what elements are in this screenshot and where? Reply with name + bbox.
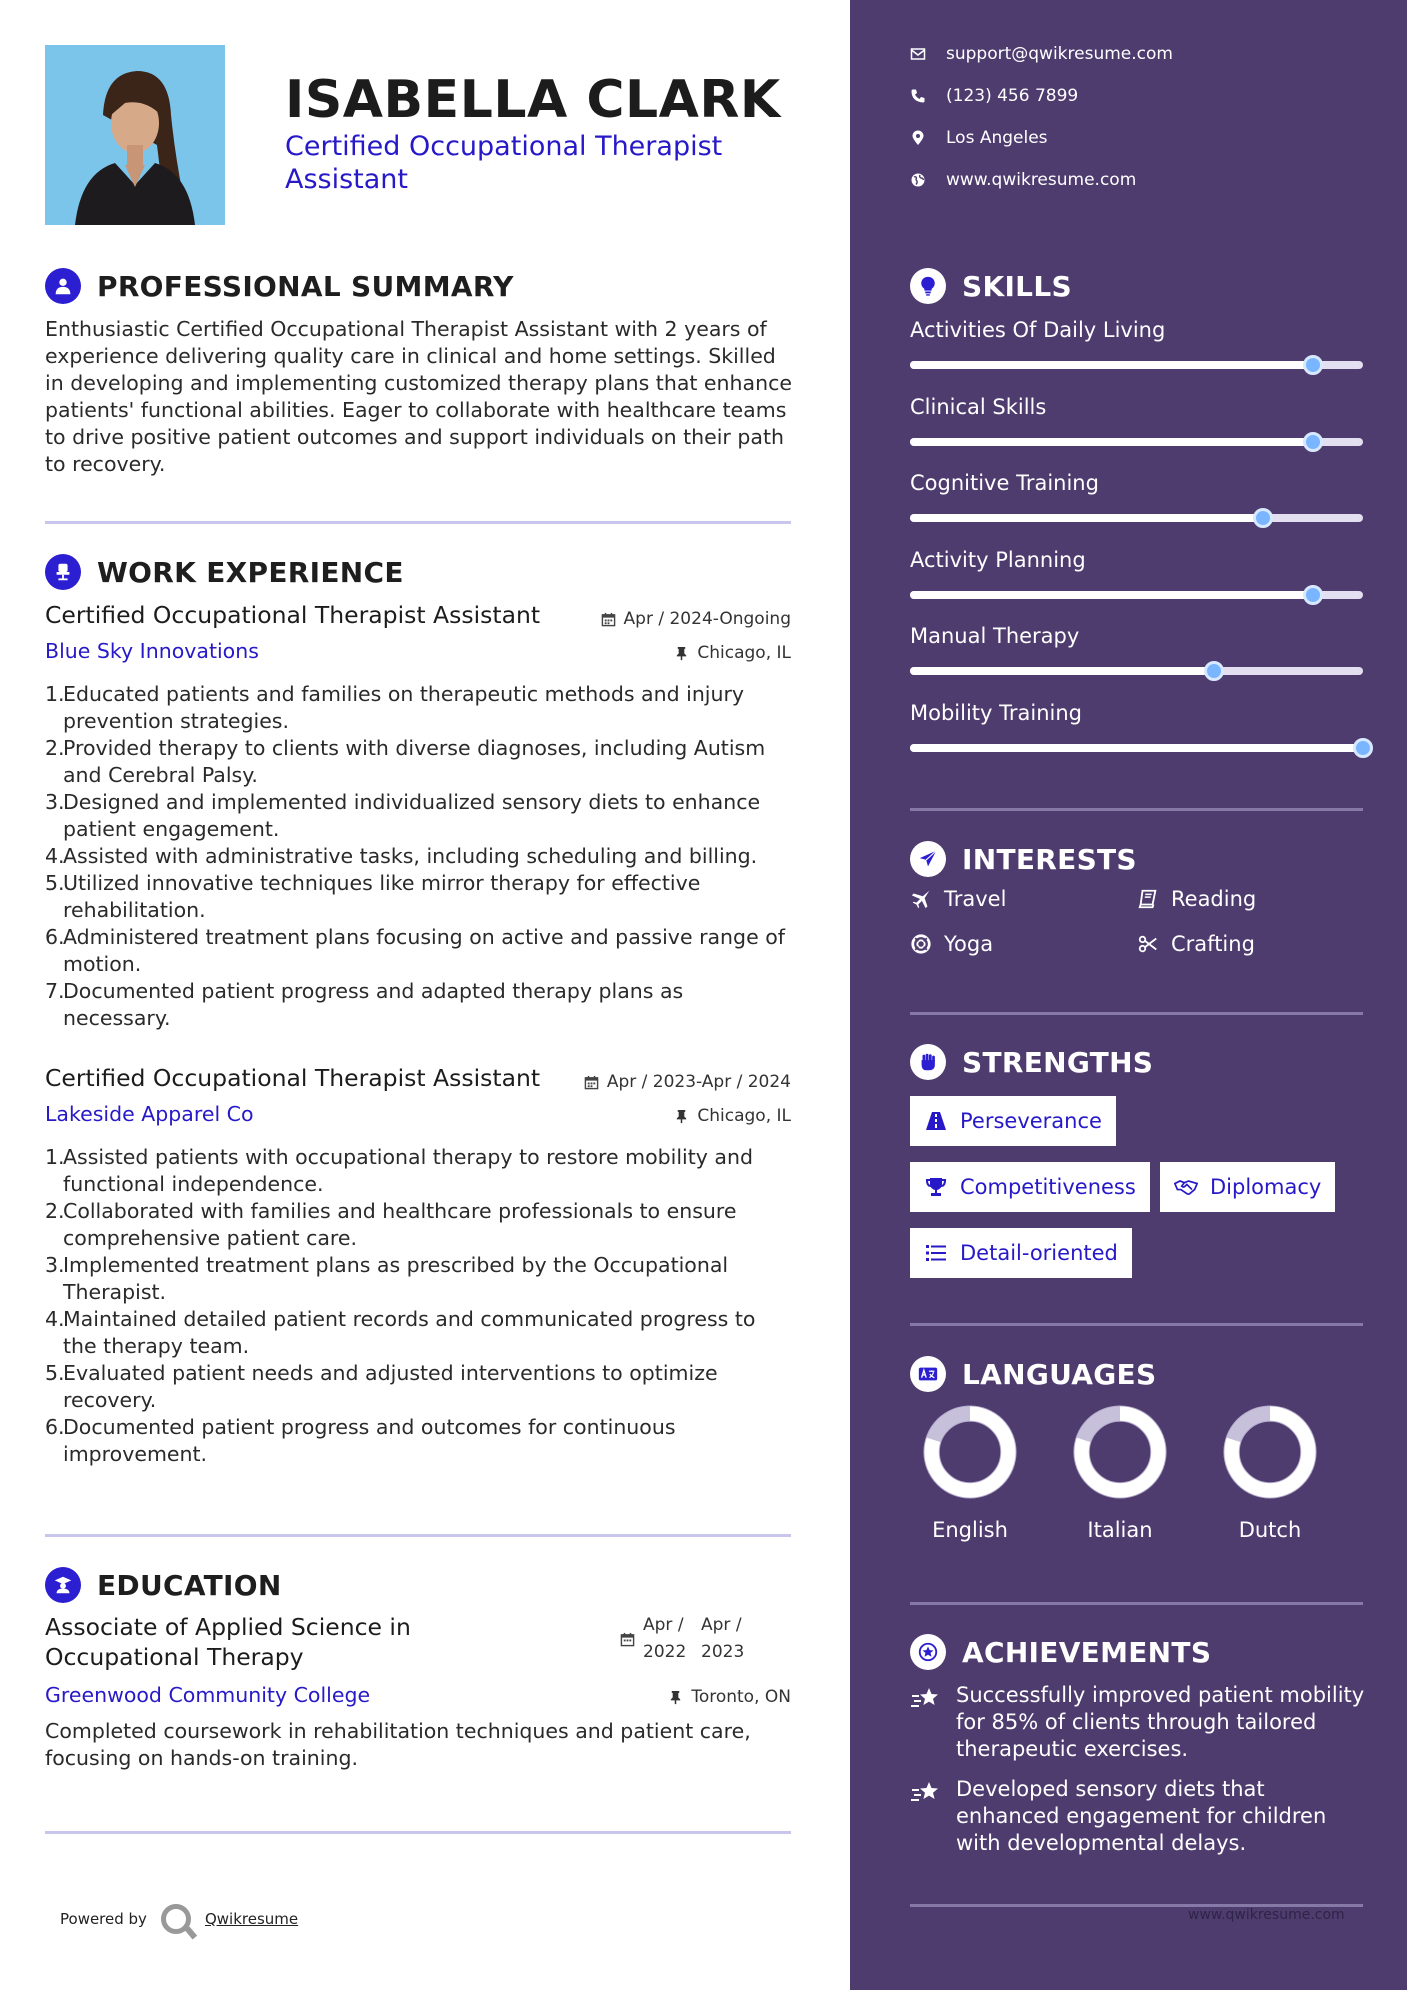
language-name: Italian (1087, 1518, 1153, 1542)
footer-website: www.qwikresume.com (1188, 1907, 1345, 1923)
candidate-role: Certified Occupational Therapist Assistant (285, 131, 723, 195)
job-date (601, 609, 791, 629)
profile-photo-illustration (45, 45, 225, 225)
calendar-icon (601, 612, 616, 627)
strengths-title: STRENGTHS (962, 1045, 1154, 1079)
interest-reading (1137, 887, 1256, 911)
candidate-name: ISABELLA CLARK (285, 70, 781, 130)
interest-yoga (910, 932, 993, 956)
interest-label: Travel (944, 887, 1007, 911)
list-item: 3. Implemented treatment plans as prescribed by the Occupational Therapist. (45, 1253, 729, 1304)
shooting-star-icon (910, 1778, 940, 1808)
fist-icon (910, 1044, 946, 1080)
shooting-star-icon (910, 1684, 940, 1714)
globe-icon (910, 172, 926, 188)
skill-bar (910, 667, 1363, 675)
skill-label: Activity Planning (910, 547, 1086, 572)
envelope-icon (910, 46, 926, 62)
list-item: 1. Assisted patients with occupational therapy to restore mobility and functional independence. (45, 1145, 754, 1196)
section-divider (45, 1831, 791, 1834)
location-text: Los Angeles (946, 128, 1048, 148)
job-location-text: Chicago, IL (697, 1106, 791, 1126)
star-badge-icon (910, 1634, 946, 1670)
interest-crafting (1137, 932, 1255, 956)
education-date (620, 1612, 751, 1666)
strength-badge (910, 1162, 1150, 1212)
paper-plane-icon (910, 841, 946, 877)
strength-badge (1160, 1162, 1335, 1212)
contact-website[interactable] (910, 170, 1136, 190)
calendar-icon (584, 1075, 599, 1090)
skill-slider-knob (1204, 661, 1224, 681)
section-divider (45, 1534, 791, 1537)
achievement-text: Developed sensory diets that enhanced engagement for children with developmental delays. (956, 1777, 1327, 1855)
skill-bar-fill (910, 744, 1363, 752)
job-duties (45, 1144, 795, 1468)
list-item: 6. Administered treatment plans focusing on active and passive range of motion. (45, 925, 785, 976)
language-ring (922, 1404, 1018, 1500)
skill-label: Mobility Training (910, 700, 1082, 725)
list-item: 7. Documented patient progress and adapted therapy plans as necessary. (45, 979, 684, 1030)
job-date-text: Apr / 2023-Apr / 2024 (606, 1072, 791, 1092)
education-heading (45, 1567, 282, 1603)
skill-label: Cognitive Training (910, 471, 1099, 495)
skill-bar-fill (910, 438, 1313, 446)
skill-bar (910, 438, 1363, 446)
language-item (1065, 1404, 1175, 1542)
achievement-item (910, 1776, 1370, 1857)
book-icon (1137, 888, 1159, 910)
strength-label: Competitiveness (960, 1175, 1136, 1199)
skill-label: Manual Therapy (910, 624, 1080, 648)
section-divider (910, 1323, 1363, 1326)
skill-bar-fill (910, 361, 1313, 369)
education-location (668, 1687, 791, 1707)
interests-heading (910, 841, 1137, 877)
skill-slider-knob (1303, 585, 1323, 605)
graduate-icon (45, 1567, 81, 1603)
language-ring (1072, 1404, 1168, 1500)
achievement-item (910, 1682, 1370, 1763)
email-text[interactable]: support@qwikresume.com (946, 44, 1173, 64)
skills-title: SKILLS (962, 269, 1072, 303)
section-divider (910, 1602, 1363, 1605)
languages-heading (910, 1356, 1156, 1392)
chair-icon (45, 554, 81, 590)
strength-badge (910, 1228, 1132, 1278)
list-item: 1. Educated patients and families on therapeutic methods and injury prevention strategies. (45, 682, 745, 733)
skill-bar-fill (910, 514, 1263, 522)
language-name: Dutch (1238, 1518, 1302, 1542)
contact-email[interactable] (910, 44, 1173, 64)
start-year: 2022 (643, 1642, 687, 1662)
pin-icon (668, 1690, 683, 1705)
road-icon (924, 1109, 948, 1133)
skill-slider-knob (1303, 432, 1323, 452)
list-item: 5. Evaluated patient needs and adjusted interventions to optimize recovery. (45, 1361, 718, 1412)
job-date-text: Apr / 2024-Ongoing (623, 609, 791, 629)
phone-text[interactable]: (123) 456 7899 (946, 86, 1079, 106)
interest-label: Yoga (944, 932, 994, 956)
skills-heading (910, 268, 1072, 304)
lifebuoy-icon (910, 933, 932, 955)
job-location-text: Chicago, IL (697, 643, 791, 663)
list-item: 4. Assisted with administrative tasks, including scheduling and billing. (45, 844, 758, 868)
skill-label: Activities Of Daily Living (910, 318, 1166, 342)
location-pin-icon (910, 130, 926, 146)
language-ring (1222, 1404, 1318, 1500)
user-icon (45, 268, 81, 304)
website-text[interactable]: www.qwikresume.com (946, 170, 1137, 190)
pin-icon (674, 646, 689, 661)
handshake-icon (1174, 1175, 1198, 1199)
interest-label: Reading (1171, 887, 1257, 911)
list-item: 3. Designed and implemented individualized sensory diets to enhance patient engagement. (45, 790, 761, 841)
powered-by (60, 1904, 298, 1934)
list-item: 2. Collaborated with families and healthcare professionals to ensure comprehensive patient care. (45, 1199, 737, 1250)
strength-label: Perseverance (960, 1109, 1102, 1133)
achievements-heading (910, 1634, 1211, 1670)
achievement-text: Successfully improved patient mobility for 85% of clients through tailored therapeutic exercises. (956, 1683, 1365, 1761)
languages-title: LANGUAGES (962, 1357, 1157, 1391)
contact-phone[interactable] (910, 86, 1078, 106)
interests-title: INTERESTS (962, 842, 1137, 876)
section-divider (910, 808, 1363, 811)
calendar-icon (620, 1632, 635, 1647)
lightbulb-icon (910, 268, 946, 304)
list-item: 6. Documented patient progress and outcomes for continuous improvement. (45, 1415, 676, 1466)
education-title: EDUCATION (97, 1568, 282, 1602)
profile-photo (45, 45, 225, 225)
school: Greenwood Community College (45, 1683, 371, 1707)
interest-label: Crafting (1171, 932, 1255, 956)
summary-text: Enthusiastic Certified Occupational Therapist Assistant with 2 years of experience delivering quality care in clinical and home settings. Skilled in developing and implementing customized therapy plans that enhance patients' functional abilities. Eager to collaborate with healthcare teams to drive positive patient outcomes and support individuals on their path to recovery. (45, 317, 792, 476)
list-item: 5. Utilized innovative techniques like mirror therapy for effective rehabilitation. (45, 871, 701, 922)
qwikresume-logo-icon (161, 1904, 191, 1934)
job-duties (45, 681, 795, 1032)
language-item (1215, 1404, 1325, 1542)
skill-bar (910, 591, 1363, 599)
trophy-icon (924, 1175, 948, 1199)
job-company: Lakeside Apparel Co (45, 1102, 254, 1126)
skill-label: Clinical Skills (910, 394, 1047, 419)
summary-heading (45, 268, 514, 304)
pin-icon (674, 1109, 689, 1124)
qwikresume-link[interactable]: Qwikresume (204, 1910, 299, 1928)
language-name: English (932, 1518, 1008, 1542)
achievements-title: ACHIEVEMENTS (962, 1635, 1212, 1669)
job-date (584, 1072, 791, 1092)
strengths-heading (910, 1044, 1153, 1080)
end-year: 2023 (701, 1642, 745, 1662)
degree: Associate of Applied Science in Occupational Therapy (45, 1613, 411, 1671)
language-icon (910, 1356, 946, 1392)
skill-slider-knob (1353, 738, 1373, 758)
plane-icon (910, 888, 932, 910)
skill-bar-fill (910, 667, 1214, 675)
education-location-text: Toronto, ON (691, 1687, 791, 1707)
job-title: Certified Occupational Therapist Assistant (45, 601, 541, 629)
contact-location (910, 128, 1048, 148)
job-company: Blue Sky Innovations (45, 639, 259, 663)
job-title: Certified Occupational Therapist Assistant (45, 1064, 541, 1092)
education-text: Completed coursework in rehabilitation techniques and patient care, focusing on hands-on training. (45, 1719, 751, 1770)
skill-bar (910, 361, 1363, 369)
skill-bar (910, 744, 1363, 752)
skill-bar-fill (910, 591, 1313, 599)
list-item: 2. Provided therapy to clients with diverse diagnoses, including Autism and Cerebral Palsy. (45, 736, 766, 787)
scissors-icon (1137, 933, 1159, 955)
experience-heading (45, 554, 404, 590)
section-divider (910, 1012, 1363, 1015)
phone-icon (910, 88, 926, 104)
start-month: Apr / (643, 1615, 684, 1635)
list-icon (924, 1241, 948, 1265)
powered-by-label: Powered by (60, 1910, 147, 1928)
summary-title: PROFESSIONAL SUMMARY (97, 269, 514, 303)
education-end (701, 1612, 751, 1666)
end-month: Apr / (701, 1615, 742, 1635)
strength-label: Detail-oriented (960, 1241, 1118, 1265)
strength-label: Diplomacy (1210, 1175, 1322, 1199)
job-location (674, 643, 791, 663)
strength-badge (910, 1096, 1116, 1146)
job-location (674, 1106, 791, 1126)
education-start (643, 1612, 693, 1666)
interest-travel (910, 887, 1006, 911)
experience-title: WORK EXPERIENCE (97, 555, 404, 589)
language-item (915, 1404, 1025, 1542)
section-divider (45, 521, 791, 524)
skill-bar (910, 514, 1363, 522)
list-item: 4. Maintained detailed patient records and communicated progress to the therapy team. (45, 1307, 756, 1358)
